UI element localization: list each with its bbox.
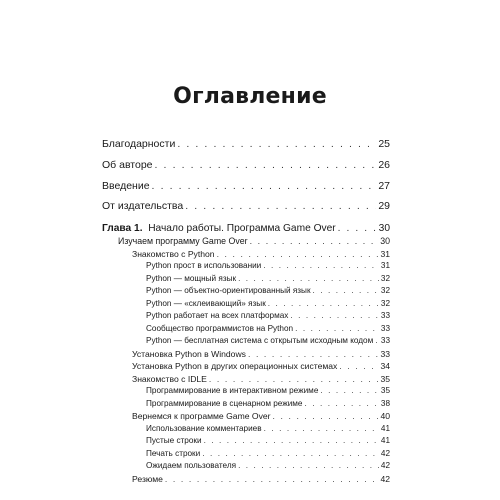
leader-dots (264, 424, 379, 433)
toc-entry-label: Python работает на всех платформах (146, 311, 289, 320)
toc-page-number: 41 (380, 423, 390, 433)
leader-dots (238, 461, 379, 470)
toc-page-number: 33 (380, 336, 390, 345)
toc-entry[interactable] (146, 424, 390, 433)
leader-dots (338, 223, 377, 234)
toc-entry[interactable] (146, 336, 390, 345)
toc-page-number: 41 (380, 436, 390, 445)
leader-dots (320, 386, 379, 395)
toc-page-number: 35 (380, 373, 390, 384)
toc-entry-label: Установка Python в Windows (132, 348, 246, 359)
leader-dots (202, 449, 379, 458)
leader-dots (263, 261, 379, 270)
toc-page-number: 30 (378, 223, 390, 234)
toc-entry[interactable] (146, 311, 390, 320)
toc-entry[interactable] (146, 386, 390, 395)
toc-entry-chapter-1[interactable] (102, 223, 390, 234)
toc-entry[interactable] (146, 399, 390, 408)
toc-entry[interactable] (132, 249, 390, 259)
leader-dots (313, 286, 379, 295)
toc-page-number: 42 (380, 473, 390, 484)
toc-entry[interactable] (146, 324, 390, 333)
leader-dots (209, 374, 379, 384)
toc-entry-label (102, 223, 336, 234)
toc-entry[interactable] (146, 261, 390, 270)
chapter-prefix: Глава 1. (102, 223, 143, 234)
toc-entry[interactable] (146, 461, 390, 470)
toc-page-number: 33 (380, 348, 390, 359)
toc-page-number: 33 (380, 323, 390, 333)
toc-entry[interactable] (146, 449, 390, 458)
leader-dots (375, 336, 379, 345)
toc-entry[interactable] (146, 274, 390, 283)
toc-entry-label: Благодарности (102, 138, 176, 150)
leader-dots (248, 349, 378, 359)
toc-entry-label: Python — бесплатная система с открытым исходным кодом (146, 336, 374, 345)
toc-page-number: 29 (378, 200, 390, 212)
chapter-title: Начало работы. Программа Game Over (148, 223, 336, 234)
toc-entry-acknowledgements[interactable] (102, 138, 390, 150)
toc-entry-label: Python — «склеивающий» язык (146, 298, 266, 308)
leader-dots (185, 200, 376, 212)
toc-page-number: 34 (380, 361, 390, 371)
toc-entry-label: Резюме (132, 473, 163, 484)
toc-entry-label: Пустые строки (146, 436, 202, 445)
toc-entry-label: Знакомство с Python (132, 248, 215, 259)
leader-dots (273, 411, 379, 421)
leader-dots (290, 311, 379, 320)
toc-entry-label: Знакомство с IDLE (132, 373, 207, 384)
toc-entry[interactable] (146, 299, 390, 308)
leader-dots (304, 399, 378, 408)
toc-page-number: 27 (378, 180, 390, 192)
toc-entry-label: Программирование в интерактивном режиме (146, 386, 319, 395)
toc-page-number: 32 (380, 273, 390, 283)
toc-entry-label: Python прост в использовании (146, 261, 262, 270)
toc-entry[interactable] (146, 286, 390, 295)
toc-entry-label: Изучаем программу Game Over (118, 236, 248, 246)
toc-page-number: 35 (380, 386, 390, 395)
toc-entry-label: Python — объектно-ориентированный язык (146, 286, 311, 295)
toc-entry[interactable] (146, 436, 390, 445)
leader-dots (295, 324, 379, 333)
leader-dots (217, 249, 379, 259)
toc-entry-introduction[interactable] (102, 180, 390, 192)
leader-dots (152, 180, 377, 192)
toc-entry[interactable] (132, 411, 390, 421)
toc-page-number: 25 (378, 138, 390, 150)
leader-dots (339, 361, 378, 371)
toc-entry[interactable] (132, 474, 390, 484)
leader-dots (177, 138, 376, 150)
leader-dots (165, 474, 379, 484)
toc-page-number: 38 (380, 398, 390, 408)
toc-entry-label: Использование комментариев (146, 423, 262, 433)
toc-entry-label: Ожидаем пользователя (146, 461, 237, 470)
toc-entry-label: Об авторе (102, 159, 153, 171)
toc-page-number: 42 (380, 448, 390, 458)
toc-entry-label: Вернемся к программе Game Over (132, 411, 271, 421)
toc-page-number: 31 (380, 248, 390, 259)
toc-entry-from-publisher[interactable] (102, 200, 390, 212)
toc-page-number: 32 (380, 298, 390, 308)
toc-entry[interactable] (132, 349, 390, 359)
leader-dots (268, 299, 379, 308)
toc-entry[interactable] (132, 361, 390, 371)
toc-entry-label: Установка Python в других операционных системах (132, 361, 338, 371)
toc-page-number: 31 (380, 261, 390, 270)
toc-entry-label: Сообщество программистов на Python (146, 323, 294, 333)
page-title: Оглавление (173, 84, 327, 109)
leader-dots (238, 274, 379, 283)
toc-entry-about-author[interactable] (102, 159, 390, 171)
toc-entry[interactable] (132, 374, 390, 384)
toc-page-number: 42 (380, 461, 390, 470)
toc-page-number: 26 (378, 159, 390, 171)
toc-entry[interactable] (118, 236, 390, 246)
toc-entry-label: Печать строки (146, 448, 201, 458)
toc-entry-label: Python — мощный язык (146, 273, 237, 283)
toc-entry-label: Введение (102, 180, 150, 192)
toc-page-number: 30 (380, 236, 390, 246)
toc-page-number: 32 (380, 286, 390, 295)
leader-dots (250, 236, 379, 246)
toc-page-number: 40 (380, 411, 390, 421)
leader-dots (155, 159, 377, 171)
toc-entry-label: От издательства (102, 200, 184, 212)
toc-page-number: 33 (380, 311, 390, 320)
leader-dots (204, 436, 379, 445)
toc-entry-label: Программирование в сценарном режиме (146, 398, 303, 408)
